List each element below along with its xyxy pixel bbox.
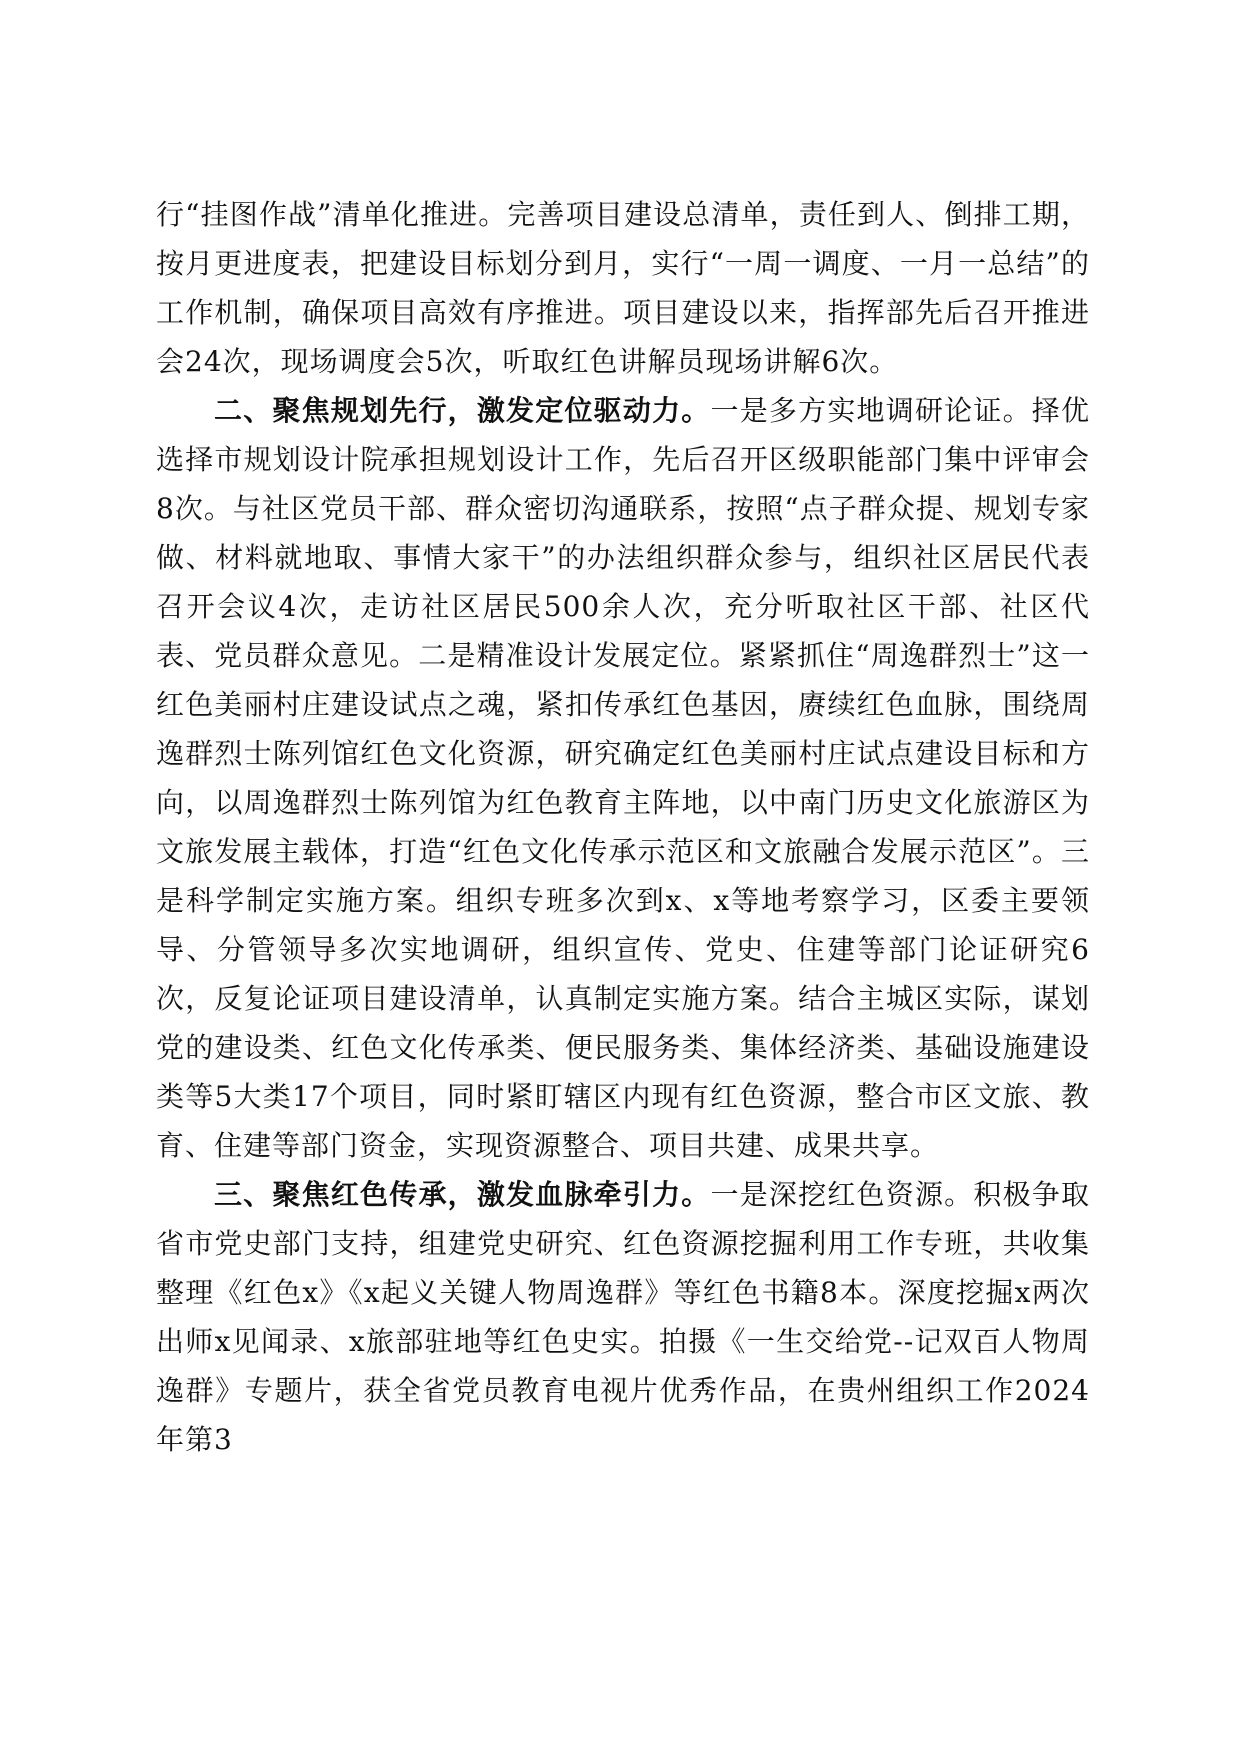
paragraph-3-text: 一是深挖红色资源。积极争取省市党史部门支持，组建党史研究、红色资源挖掘利用工作专班，共收集整理《红色x》《x起义关键人物周逸群》等红色书籍8本。深度挖掘x两次出师x见闻录、x旅部驻地等红色史实。拍摄《一生交给党--记双百人物周逸群》专题片，获全省党员教育电视片优秀作品，在贵州组织工作2024年第3	[156, 1178, 1090, 1456]
paragraph-2	[156, 386, 1090, 1170]
paragraph-1	[156, 190, 1090, 386]
section-heading-2: 二、聚焦规划先行，激发定位驱动力。	[214, 394, 711, 427]
section-heading-3: 三、聚焦红色传承，激发血脉牵引力。	[214, 1178, 711, 1211]
paragraph-1-text: 行“挂图作战”清单化推进。完善项目建设总清单，责任到人、倒排工期，按月更进度表，把建设目标划分到月，实行“一周一调度、一月一总结”的工作机制，确保项目高效有序推进。项目建设以来，指挥部先后召开推进会24次，现场调度会5次，听取红色讲解员现场讲解6次。	[156, 198, 1090, 378]
paragraph-2-text: 一是多方实地调研论证。择优选择市规划设计院承担规划设计工作，先后召开区级职能部门集中评审会8次。与社区党员干部、群众密切沟通联系，按照“点子群众提、规划专家做、材料就地取、事情大家干”的办法组织群众参与，组织社区居民代表召开会议4次，走访社区居民500余人次，充分听取社区干部、社区代表、党员群众意见。二是精准设计发展定位。紧紧抓住“周逸群烈士”这一红色美丽村庄建设试点之魂，紧扣传承红色基因，赓续红色血脉，围绕周逸群烈士陈列馆红色文化资源，研究确定红色美丽村庄试点建设目标和方向，以周逸群烈士陈列馆为红色教育主阵地，以中南门历史文化旅游区为文旅发展主载体，打造“红色文化传承示范区和文旅融合发展示范区”。三是科学制定实施方案。组织专班多次到x、x等地考察学习，区委主要领导、分管领导多次实地调研，组织宣传、党史、住建等部门论证研究6次，反复论证项目建设清单，认真制定实施方案。结合主城区实际，谋划党的建设类、红色文化传承类、便民服务类、集体经济类、基础设施建设类等5大类17个项目，同时紧盯辖区内现有红色资源，整合市区文旅、教育、住建等部门资金，实现资源整合、项目共建、成果共享。	[156, 394, 1090, 1162]
paragraph-3	[156, 1170, 1090, 1464]
